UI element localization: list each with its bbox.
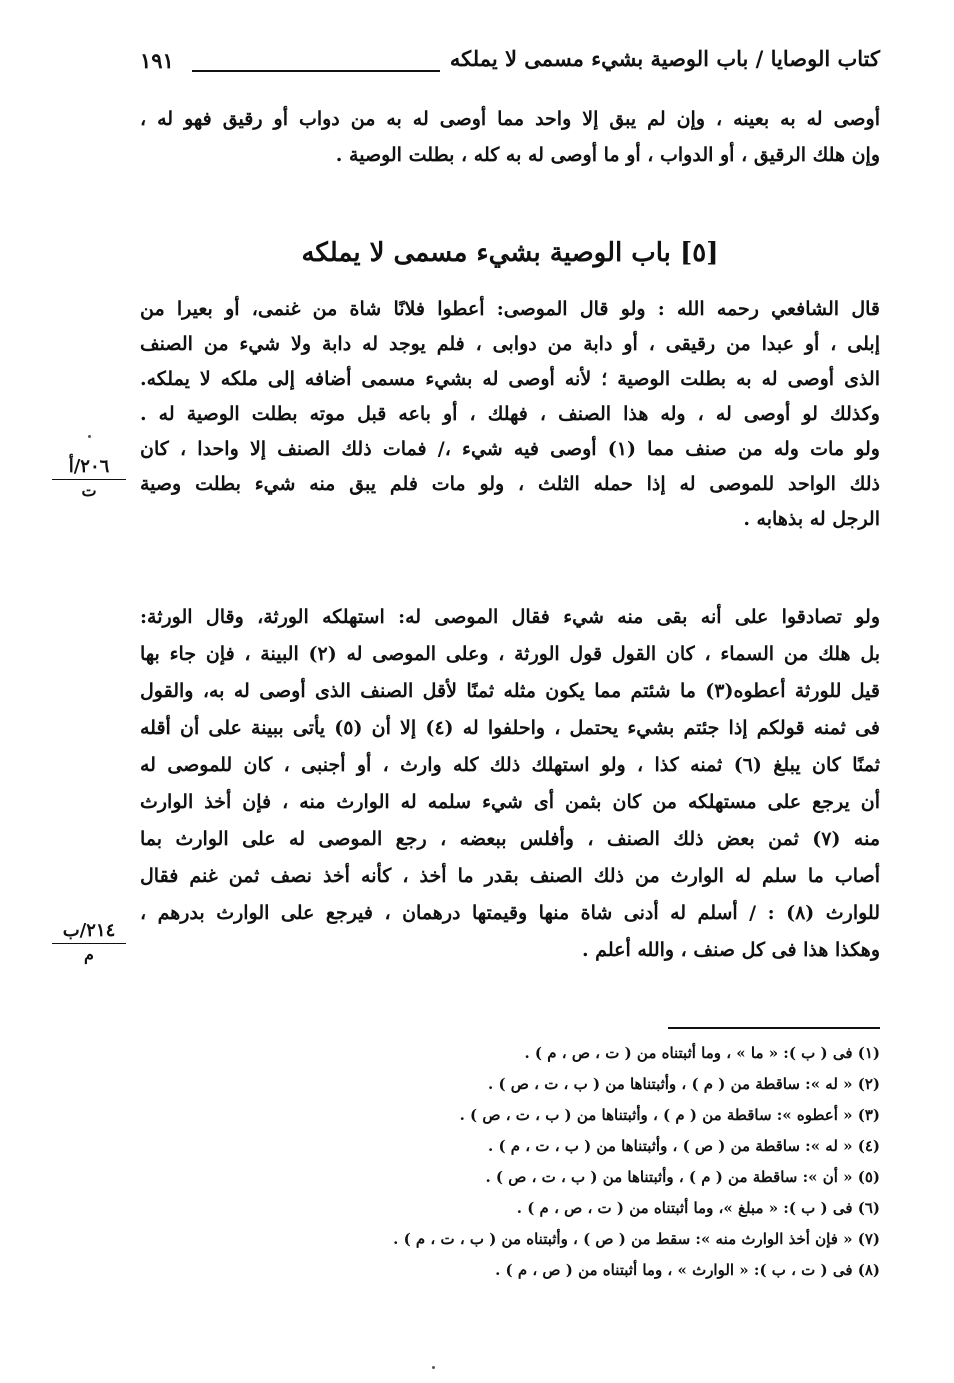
text-line: قيل للورثة أعطوه(٣) ما شئتم مما يكون مثله ثمنًا لأقل الصنف الذى أوصى له به، والقول xyxy=(140,680,880,702)
footnote: (٢) « له »: ساقطة من ( م ) ، وأثبتناها من ( ب ، ت ، ص ) . xyxy=(488,1075,880,1093)
text-line: أصاب ما سلم له الوارث من ذلك الصنف بقدر ما أخذ ، كأنه أخذ نصف ثمن غنم فقال xyxy=(140,865,880,887)
footnote-rule xyxy=(668,1027,880,1029)
text-line: الذى أوصى له به بطلت الوصية ؛ لأنه أوصى له بشيء مسمى أضافه إلى ملكه لا يملكه. xyxy=(140,368,880,390)
margin-folio: ٢٠٦/أ xyxy=(52,456,126,480)
footnote: (٨) فى ( ت ، ب ): « الوارث » ، وما أثبتناه من ( ص ، م ) . xyxy=(495,1261,880,1279)
footnote: (٥) « أن »: ساقطة من ( م ) ، وأثبتناها من ( ب ، ت ، ص ) . xyxy=(485,1168,880,1186)
text-line: ذلك الواحد للموصى له إذا حمله الثلث ، ولو مات فلم يبق منه شيء بطلت وصية xyxy=(140,473,880,495)
text-line: ثمنًا كان يبلغ (٦) ثمنه كذا ، ولو استهلك ذلك كله وارث ، أو أجنبى ، كان للموصى له xyxy=(140,754,880,776)
scan-speck xyxy=(432,1366,435,1369)
text-line: قال الشافعي رحمه الله : ولو قال الموصى: أعطوا فلانًا شاة من غنمى، أو بعيرا من xyxy=(140,298,880,320)
margin-manuscript: م xyxy=(84,945,94,964)
text-line: أوصى له به بعينه ، وإن لم يبق إلا واحد مما أوصى له به من دواب أو رقيق فهو له ، xyxy=(140,108,880,130)
margin-reference xyxy=(52,920,126,964)
footnote: (٣) « أعطوه »: ساقطة من ( م ) ، وأثبتناها من ( ب ، ت ، ص ) . xyxy=(459,1106,880,1124)
footnote: (١) فى ( ب ): « ما » ، وما أثبتناه من ( ت ، ص ، م ) . xyxy=(524,1044,880,1062)
text-line: بل هلك من السماء ، كان القول قول الورثة ، وعلى الموصى له (٢) البينة ، فإن جاء بها xyxy=(140,643,880,665)
page-number: ١٩١ xyxy=(140,48,174,73)
text-line: الرجل له بذهابه . xyxy=(743,508,880,530)
text-line: فى ثمنه قولكم إذا جئتم بشيء يحتمل ، واحلفوا له (٤) إلا أن (٥) يأتى ببينة على أن أقله xyxy=(140,717,880,739)
text-line: أن يرجع على مستهلكه من كان بثمن أى شيء سلمه له الوارث منه ، فإن أخذ الوارث xyxy=(140,791,880,813)
running-header xyxy=(140,44,880,84)
text-line: وهكذا هذا فى كل صنف ، والله أعلم . xyxy=(581,939,880,961)
text-line: للوارث (٨) : / أسلم له أدنى شاة منها وقيمتها درهمان ، فيرجع على الوارث بدرهم ، xyxy=(140,902,880,924)
footnote: (٧) « فإن أخذ الوارث منه »: سقط من ( ص ) ، وأثبتناه من ( ب ، ت ، م ) . xyxy=(393,1230,880,1248)
header-rule xyxy=(192,70,440,72)
text-line: ولو تصادقوا على أنه بقى منه شيء فقال الموصى له: استهلكه الورثة، وقال الورثة: xyxy=(140,606,880,628)
footnote: (٤) « له »: ساقطة من ( ص ) ، وأثبتناها من ( ب ، ت ، م ) . xyxy=(488,1137,880,1155)
scan-speck xyxy=(88,435,91,438)
text-line: منه (٧) ثمن بعض ذلك الصنف ، وأفلس ببعضه ، رجع الموصى له على الوارث بما xyxy=(140,828,880,850)
running-header-title: كتاب الوصايا / باب الوصية بشيء مسمى لا يملكه xyxy=(449,46,880,71)
text-line: وإن هلك الرقيق ، أو الدواب ، أو ما أوصى له به كله ، بطلت الوصية . xyxy=(335,144,880,166)
margin-folio: ٢١٤/ب xyxy=(52,920,126,944)
footnote: (٦) فى ( ب ): « مبلغ »، وما أثبتناه من ( ت ، ص ، م ) . xyxy=(516,1199,880,1217)
margin-manuscript: ت xyxy=(81,481,97,500)
text-line: وكذلك لو أوصى له ، وله هذا الصنف ، فهلك ، أو باعه قبل موته بطلت الوصية له . xyxy=(140,403,880,425)
text-line: إبلى ، أو عبدا من رقيقى ، أو دابة من دوابى ، فلم يوجد له دابة ولا شيء من الصنف xyxy=(140,333,880,355)
margin-reference xyxy=(52,456,126,500)
chapter-heading: [٥] باب الوصية بشيء مسمى لا يملكه xyxy=(301,238,719,268)
text-line: ولو مات وله من صنف مما (١) أوصى فيه شيء ،/ فمات ذلك الصنف إلا واحدا ، كان xyxy=(140,438,880,460)
